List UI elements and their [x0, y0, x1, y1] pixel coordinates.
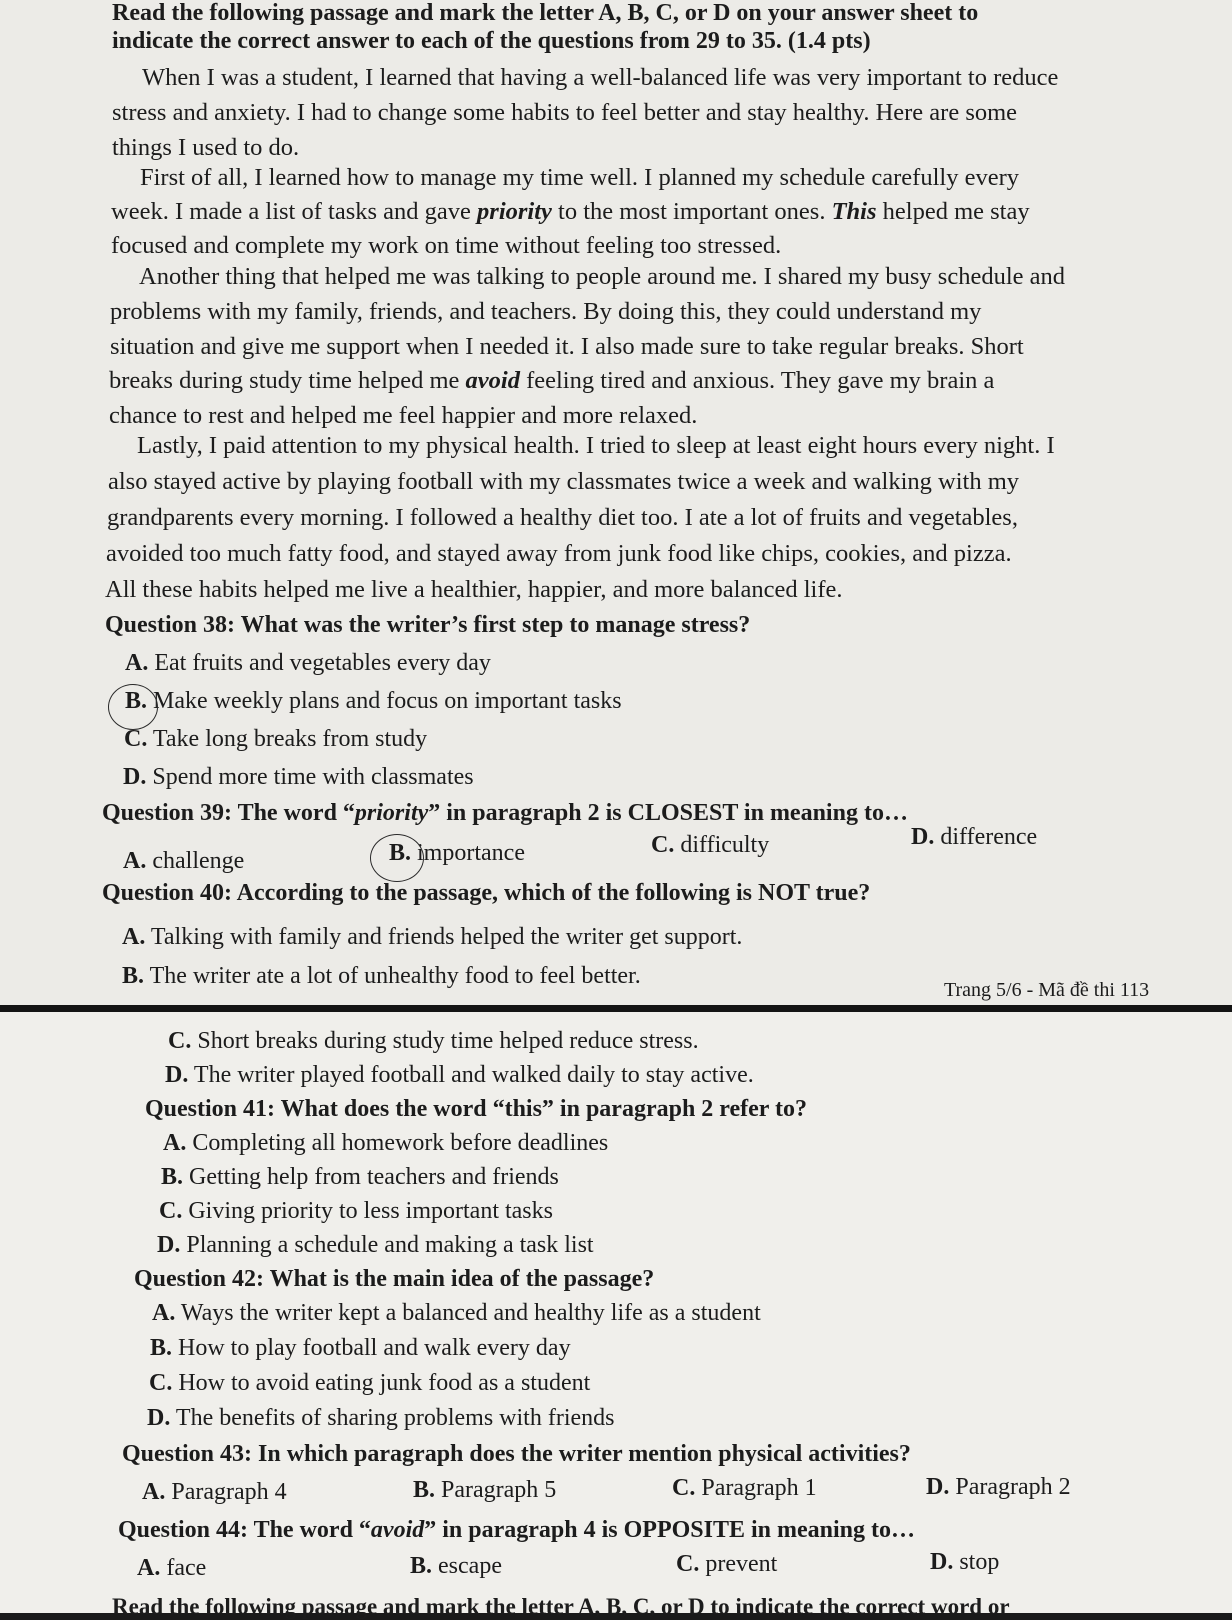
page-footer: Trang 5/6 - Mã đề thi 113 — [944, 979, 1150, 1001]
q39-option-b[interactable]: B. importance — [389, 840, 525, 866]
q43-option-d[interactable]: D. Paragraph 2 — [926, 1474, 1071, 1500]
p1-line-3: things I used to do. — [112, 134, 300, 161]
q44-option-b[interactable]: B. escape — [410, 1553, 502, 1579]
p3-line-5: chance to rest and helped me feel happier and more relaxed. — [109, 402, 698, 429]
instruction-line-2: indicate the correct answer to each of the questions from 29 to 35. (1.4 pts) — [112, 28, 871, 54]
p2-line-3: focused and complete my work on time without feeling too stressed. — [111, 232, 782, 259]
q40-stem: Question 40: According to the passage, which of the following is NOT true? — [102, 880, 871, 906]
q38-option-a[interactable]: A. Eat fruits and vegetables every day — [125, 650, 491, 676]
q44-option-d[interactable]: D. stop — [930, 1549, 1000, 1575]
p2-line-1: First of all, I learned how to manage my time well. I planned my schedule carefully every — [140, 164, 1019, 191]
exam-page-bottom — [0, 1012, 1232, 1619]
q40-option-a[interactable]: A. Talking with family and friends helped the writer get support. — [122, 924, 743, 950]
q43-option-a[interactable]: A. Paragraph 4 — [142, 1479, 287, 1505]
keyword-priority: priority — [477, 198, 552, 225]
q39-stem: Question 39: The word “priority” in paragraph 2 is CLOSEST in meaning to… — [102, 800, 908, 826]
q41-option-d[interactable]: D. Planning a schedule and making a task list — [157, 1232, 594, 1258]
p2-line-2: week. I made a list of tasks and gave priority to the most important ones. This helped me stay — [111, 198, 1030, 225]
p1-line-2: stress and anxiety. I had to change some habits to feel better and stay healthy. Here are some — [112, 99, 1018, 126]
p4-line-1: Lastly, I paid attention to my physical health. I tried to sleep at least eight hours every night. I — [137, 432, 1055, 459]
photo-seam — [0, 1005, 1232, 1012]
p1-line-1: When I was a student, I learned that having a well-balanced life was very important to reduce — [142, 64, 1059, 91]
q38-stem: Question 38: What was the writer’s first step to manage stress? — [105, 612, 751, 638]
q41-option-c[interactable]: C. Giving priority to less important tasks — [159, 1198, 553, 1224]
q43-stem: Question 43: In which paragraph does the writer mention physical activities? — [122, 1441, 911, 1467]
q41-stem: Question 41: What does the word “this” in paragraph 2 refer to? — [145, 1096, 808, 1122]
p3-line-3: situation and give me support when I needed it. I also made sure to take regular breaks. Short — [110, 333, 1024, 360]
q41-option-b[interactable]: B. Getting help from teachers and friends — [161, 1164, 559, 1190]
p4-line-4: avoided too much fatty food, and stayed away from junk food like chips, cookies, and pizza. — [106, 540, 1012, 567]
q43-option-c[interactable]: C. Paragraph 1 — [672, 1475, 817, 1501]
q44-stem: Question 44: The word “avoid” in paragraph 4 is OPPOSITE in meaning to… — [118, 1517, 915, 1543]
p4-line-5: All these habits helped me live a healthier, happier, and more balanced life. — [105, 576, 843, 603]
q42-stem: Question 42: What is the main idea of the passage? — [134, 1266, 655, 1292]
q39-option-c[interactable]: C. difficulty — [651, 832, 770, 858]
next-instruction: Read the following passage and mark the letter A, B, C, or D to indicate the correct word or — [112, 1594, 1010, 1619]
keyword-avoid: avoid — [465, 367, 520, 394]
q42-option-b[interactable]: B. How to play football and walk every day — [150, 1335, 571, 1361]
q42-option-a[interactable]: A. Ways the writer kept a balanced and healthy life as a student — [152, 1300, 761, 1326]
q40-option-b[interactable]: B. The writer ate a lot of unhealthy food to feel better. — [122, 963, 641, 989]
q39-option-d[interactable]: D. difference — [911, 824, 1038, 850]
p3-line-4: breaks during study time helped me avoid feeling tired and anxious. They gave my brain a — [109, 367, 995, 394]
q39-option-a[interactable]: A. challenge — [123, 848, 245, 874]
q40-option-d[interactable]: D. The writer played football and walked daily to stay active. — [165, 1062, 754, 1088]
p3-line-1: Another thing that helped me was talking to people around me. I shared my busy schedule and — [139, 263, 1065, 290]
q44-option-a[interactable]: A. face — [137, 1555, 207, 1581]
p3-line-2: problems with my family, friends, and teachers. By doing this, they could understand my — [110, 298, 982, 325]
q41-option-a[interactable]: A. Completing all homework before deadlines — [163, 1130, 609, 1156]
keyword-this: This — [831, 198, 877, 225]
q44-option-c[interactable]: C. prevent — [676, 1551, 778, 1577]
q43-option-b[interactable]: B. Paragraph 5 — [413, 1477, 557, 1503]
q40-option-c[interactable]: C. Short breaks during study time helped reduce stress. — [168, 1028, 699, 1054]
q42-option-d[interactable]: D. The benefits of sharing problems with friends — [147, 1405, 615, 1431]
q38-option-c[interactable]: C. Take long breaks from study — [124, 726, 428, 752]
q38-option-b[interactable]: B. Make weekly plans and focus on important tasks — [125, 688, 622, 714]
instruction-line-1: Read the following passage and mark the letter A, B, C, or D on your answer sheet to — [112, 0, 979, 26]
p4-line-3: grandparents every morning. I followed a healthy diet too. I ate a lot of fruits and vegetables, — [107, 504, 1018, 531]
q38-option-d[interactable]: D. Spend more time with classmates — [123, 764, 474, 790]
p4-line-2: also stayed active by playing football with my classmates twice a week and walking with my — [108, 468, 1020, 495]
q42-option-c[interactable]: C. How to avoid eating junk food as a student — [149, 1370, 591, 1396]
